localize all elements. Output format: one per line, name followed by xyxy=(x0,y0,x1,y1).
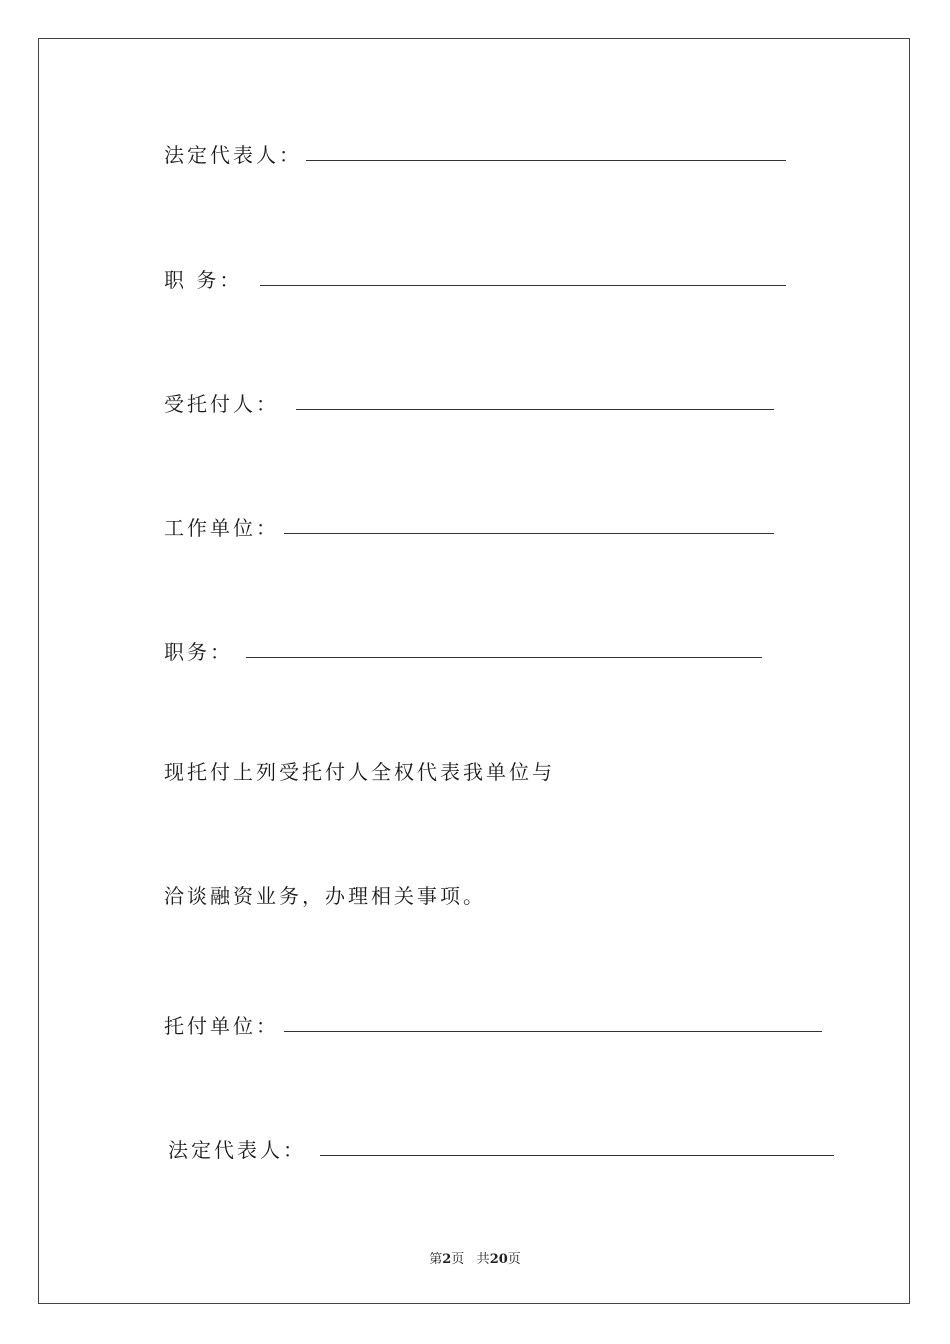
footer-page-unit: 页 xyxy=(451,1252,465,1267)
work-unit-label: 工作单位： xyxy=(164,516,279,540)
legal-representative-field-2 xyxy=(168,1132,306,1162)
footer-prefix: 第 xyxy=(429,1252,443,1267)
job-title-field xyxy=(164,634,233,664)
work-unit-field xyxy=(164,510,279,540)
legal-representative-label-2: 法定代表人： xyxy=(168,1138,306,1162)
job-title-blank xyxy=(246,657,762,658)
position-label: 职 务： xyxy=(164,268,243,292)
entrusting-unit-label: 托付单位： xyxy=(164,1014,279,1038)
footer-total-prefix: 共 xyxy=(476,1252,490,1267)
trustee-label: 受托付人： xyxy=(164,392,279,416)
entrusting-unit-blank xyxy=(284,1031,822,1032)
current-page-number: 2 xyxy=(442,1252,452,1267)
work-unit-blank xyxy=(284,533,774,534)
legal-representative-blank-2 xyxy=(320,1155,834,1156)
authorization-paragraph-line-2: 洽谈融资业务，办理相关事项。 xyxy=(164,884,486,908)
authorization-paragraph-line-1: 现托付上列受托付人全权代表我单位与 xyxy=(164,760,555,784)
legal-representative-field xyxy=(164,137,302,167)
legal-representative-blank xyxy=(306,160,786,161)
page-footer xyxy=(0,1248,950,1267)
page-border xyxy=(38,38,910,1304)
entrusting-unit-field xyxy=(164,1008,279,1038)
trustee-field xyxy=(164,386,279,416)
footer-total-unit: 页 xyxy=(507,1252,521,1267)
job-title-label: 职务： xyxy=(164,640,233,664)
total-pages-number: 20 xyxy=(489,1252,508,1267)
legal-representative-label: 法定代表人： xyxy=(164,143,302,167)
trustee-blank xyxy=(296,409,774,410)
position-field xyxy=(164,262,242,292)
position-blank xyxy=(260,285,786,286)
